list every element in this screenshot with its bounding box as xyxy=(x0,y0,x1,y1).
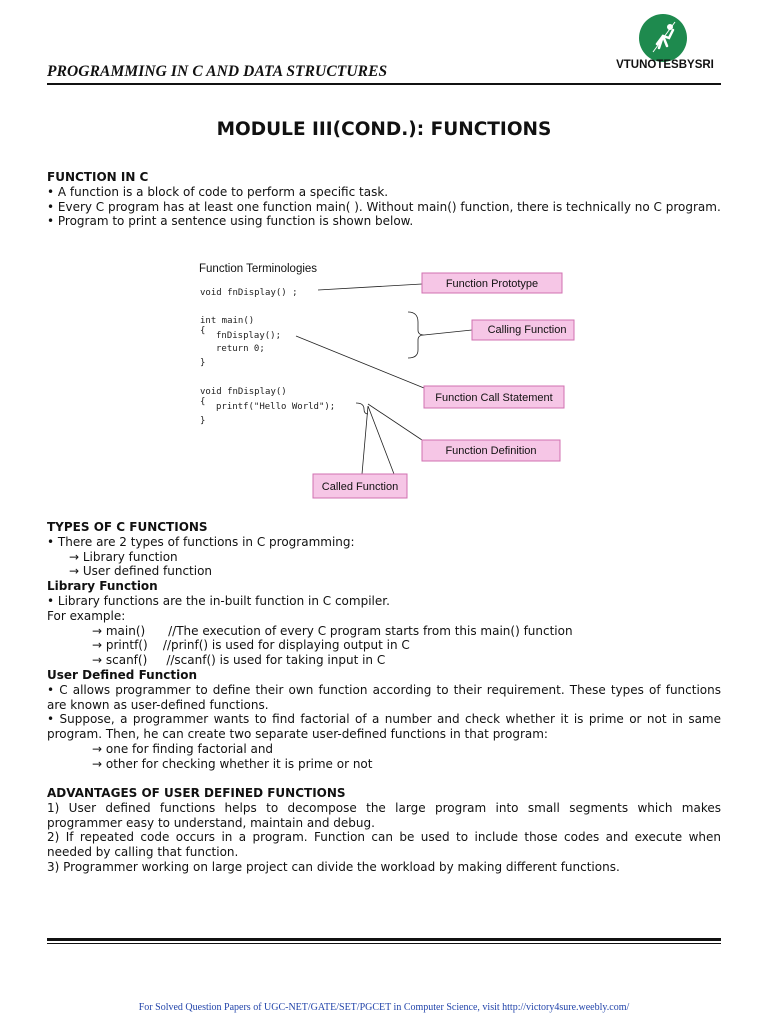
list-item: → Library function xyxy=(69,549,178,564)
bullet-item: • Suppose, a programmer wants to find factorial of a number and check whether it is prime or not in same program. Then, he can create two separate user-defined functions in that program: xyxy=(47,712,725,742)
bullet-item: • C allows programmer to define their own function according to their requirement. These types of functions are known as user-defined functions. xyxy=(47,682,725,712)
climber-icon xyxy=(639,14,687,62)
page-title: MODULE III(COND.): FUNCTIONS xyxy=(216,119,552,140)
footer-divider xyxy=(47,938,721,941)
label-calling-function: Calling Function xyxy=(487,324,567,336)
code-call: fnDisplay(); xyxy=(216,331,282,341)
list-item: → User defined function xyxy=(69,564,213,579)
section-function-in-c xyxy=(47,170,721,229)
bullet-item: • Program to print a sentence using function is shown below. xyxy=(47,214,414,229)
list-item: → other for checking whether it is prime or not xyxy=(92,756,373,771)
footer-link[interactable]: For Solved Question Papers of UGC-NET/GATE/SET/PGCET in Computer Science, visit http://victory4sure.weebly.com/ xyxy=(138,1002,630,1013)
subsection-heading: User Defined Function xyxy=(47,667,197,682)
footer-divider xyxy=(47,943,721,944)
logo-badge xyxy=(639,14,687,62)
section-types xyxy=(47,520,725,772)
code-return: return 0; xyxy=(216,344,265,354)
bullet-item: • Every C program has at least one function main( ). Without main() function, there is technically no C program. xyxy=(47,199,721,214)
numbered-item: 3) Programmer working on large project can divide the workload by making different functions. xyxy=(47,859,620,874)
diagram-title: Function Terminologies xyxy=(199,263,318,275)
course-title: PROGRAMMING IN C AND DATA STRUCTURES xyxy=(47,63,388,80)
bullet-item: • Library functions are the in-built function in C compiler. xyxy=(47,593,390,608)
label-called-function: Called Function xyxy=(321,481,399,493)
code-prototype: void fnDisplay() ; xyxy=(200,288,298,298)
example-item: → printf() //prinf() is used for displaying output in C xyxy=(92,638,410,653)
list-item: → one for finding factorial and xyxy=(92,741,274,756)
text-line: For example: xyxy=(47,608,126,623)
numbered-item: 1) User defined functions helps to decompose the large program into small segments which makes programmer easy to understand, maintain and debug. xyxy=(47,800,725,830)
diagram-svg xyxy=(196,256,576,504)
subsection-heading: Library Function xyxy=(47,579,158,594)
label-function-definition: Function Definition xyxy=(445,445,537,457)
bullet-item: • A function is a block of code to perform a specific task. xyxy=(47,184,389,199)
code-printf: printf("Hello World"); xyxy=(216,402,336,412)
logo-text: VTUNOTESBYSRI xyxy=(616,59,714,71)
code-brace: } xyxy=(200,416,206,426)
bullet-item: • There are 2 types of functions in C programming: xyxy=(47,534,355,549)
code-definition: void fnDisplay() xyxy=(200,387,287,397)
section-advantages xyxy=(47,786,725,875)
code-brace: { xyxy=(200,397,206,407)
section-heading: FUNCTION IN C xyxy=(47,170,149,184)
section-heading: ADVANTAGES OF USER DEFINED FUNCTIONS xyxy=(47,786,346,800)
label-function-prototype: Function Prototype xyxy=(445,278,539,290)
section-heading: TYPES OF C FUNCTIONS xyxy=(47,520,208,534)
code-brace: { xyxy=(200,326,206,336)
code-main: int main() xyxy=(200,316,255,326)
example-item: → scanf() //scanf() is used for taking input in C xyxy=(92,653,386,668)
example-item: → main() //The execution of every C program starts from this main() function xyxy=(92,623,573,638)
label-function-call-statement: Function Call Statement xyxy=(435,392,553,404)
numbered-item: 2) If repeated code occurs in a program. Function can be used to include those codes and execute when needed by calling that function. xyxy=(47,830,725,860)
header-divider xyxy=(47,83,721,85)
function-terminologies-diagram xyxy=(196,256,576,504)
code-brace: } xyxy=(200,358,206,368)
